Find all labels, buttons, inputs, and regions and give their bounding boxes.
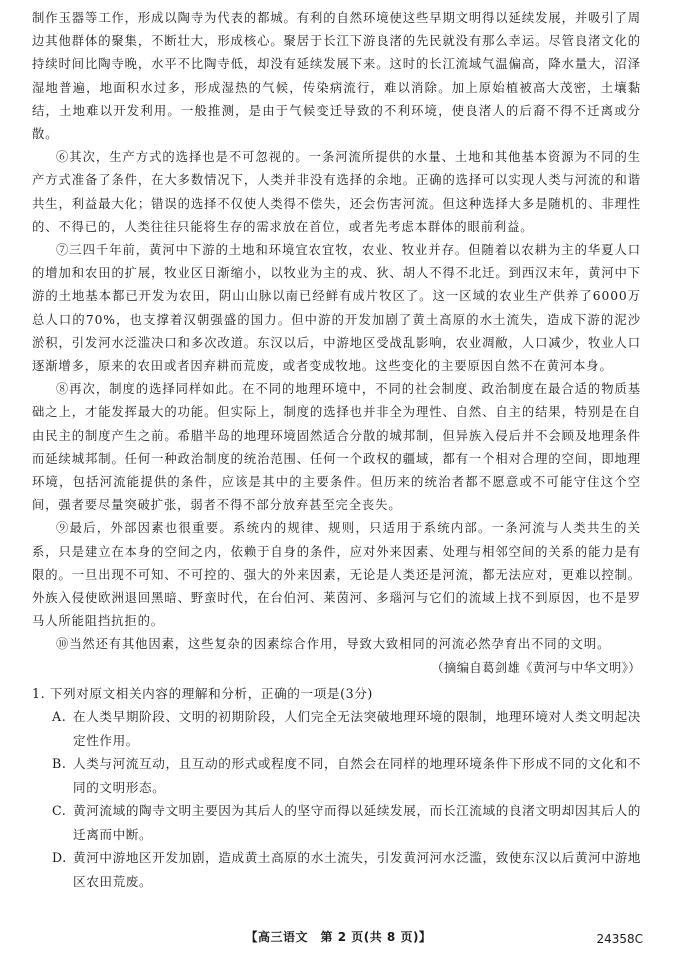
- option-b: [52, 752, 641, 799]
- paragraph-7: ⑦三四千年前，黄河中下游的土地和环境宜农宜牧，农业、牧业并存。但随着以农耕为主的华夏人口的增加和农田的扩展，牧业区日渐缩小，以牧业为主的戎、狄、胡人不得不北迁。到西汉末年，黄河中下游的土地基本都已开发为农田，阴山山脉以南已经鲜有成片牧区了。这一区域的农业生产供养了6000万总人口的70%，也支撑着汉朝强盛的国力。但中游的开发加剧了黄土高原的水土流失，造成下游的泥沙淤积，引发河水泛滥决口和多次改道。东汉以后，中游地区受战乱影响，农业凋敝，人口减少，牧业人口逐渐增多，原来的农田或者因弃耕而荒废，或者变成牧地。这些变化的主要原因自然不在黄河本身。: [32, 243, 641, 374]
- option-a: [52, 705, 641, 752]
- paragraph-continued: 制作玉器等工作，形成以陶寺为代表的都城。有利的自然环境使这些早期文明得以延续发展，并吸引了周边其他群体的聚集，不断壮大，形成核心。聚居于长江下游良渚的先民就没有那么幸运。尽管良渚文化的持续时间比陶寺晚，水平不比陶寺低，却没有延续发展下来。这时的长江流域气温偏高，降水量大，沼泽湿地普遍，地面积水过多，形成湿热的气候，传染病流行，难以消除。加上原始植被高大茂密，土壤黏结，土地难以开发利用。一般推测，是由于气候变迁导致的不利环境，使良渚人的后裔不得不迁离或分散。: [32, 11, 641, 142]
- option-text: 黄河中游地区开发加剧，造成黄土高原的水土流失，引发黄河河水泛滥，致使东汉以后黄河中游地区农田荒废。: [73, 850, 641, 889]
- paragraph-8: ⑧再次，制度的选择同样如此。在不同的地理环境中，不同的社会制度、政治制度在最合适的物质基础之上，才能发挥最大的功能。但实际上，制度的选择也并非全为理性、自然、自主的结果，特别是在自由民主的制度产生之前。希腊半岛的地理环境固然适合分散的城邦制，但异族入侵后并不会顾及地理条件而延续城邦制。任何一种政治制度的统治范围、任何一个政权的疆域，都有一个相对合理的空间，即地理环境，包括河流能提供的条件，应该是其中的主要条件。但历来的统治者都不愿意或不可能守住这个空间，强者要尽量突破扩张，弱者不得不部分放弃甚至完全丧失。: [32, 382, 641, 513]
- option-letter: C.: [52, 803, 67, 819]
- question-1: [32, 682, 641, 894]
- option-letter: D.: [52, 850, 67, 866]
- reading-passage: [32, 7, 641, 680]
- option-letter: B.: [52, 756, 67, 772]
- footer-subject-page: 【高三语文 第 2 页(共 8 页)】: [245, 930, 432, 944]
- option-text: 黄河流域的陶寺文明主要因为其后人的坚守而得以延续发展，而长江流域的良渚文明却因其后人的迁离而中断。: [73, 803, 641, 842]
- paragraph-9: ⑨最后，外部因素也很重要。系统内的规律、规则，只适用于系统内部。一条河流与人类共生的关系，只是建立在本身的空间之内，依赖于自身的条件，应对外来因素、处理与相邻空间的关系的能力是有限的。一旦出现不可知、不可控的、强大的外来因素，无论是人类还是河流，都无法应对，更难以控制。外族入侵使欧洲退回黑暗、野蛮时代，在台伯河、莱茵河、多瑙河与它们的流域上找不到原因，也不是罗马人所能阻挡抗拒的。: [32, 521, 641, 629]
- footer-exam-code: 24358C: [596, 932, 643, 946]
- option-c: [52, 799, 641, 846]
- option-text: 人类与河流互动，且互动的形式或程度不同，自然会在同样的地理环境条件下形成不同的文化和不同的文明形态。: [73, 756, 641, 795]
- option-text: 在人类早期阶段、文明的初期阶段，人们完全无法突破地理环境的限制，地理环境对人类文明起决定性作用。: [73, 709, 641, 748]
- paragraph-10: ⑩当然还有其他因素，这些复杂的因素综合作用，导致大致相同的河流必然孕育出不同的文明。: [56, 637, 611, 652]
- question-stem: 1. 下列对原文相关内容的理解和分析，正确的一项是(3分): [32, 685, 373, 701]
- paragraph-6: ⑥其次，生产方式的选择也是不可忽视的。一条河流所提供的水量、土地和其他基本资源为不同的生产方式准备了条件，在大多数情况下，人类并非没有选择的余地。正确的选择可以实现人类与河流的和谐共生，利益最大化；错误的选择不仅使人类得不偿失，还会伤害河流。但这种选择大多是随机的、非理性的、不得已的，人类往往只能将生存的需求放在首位，或者先考虑本群体的眼前利益。: [32, 150, 641, 234]
- option-d: [52, 846, 641, 893]
- option-letter: A.: [52, 709, 67, 725]
- source-citation: （摘编自葛剑雄《黄河与中华文明》）: [431, 660, 641, 675]
